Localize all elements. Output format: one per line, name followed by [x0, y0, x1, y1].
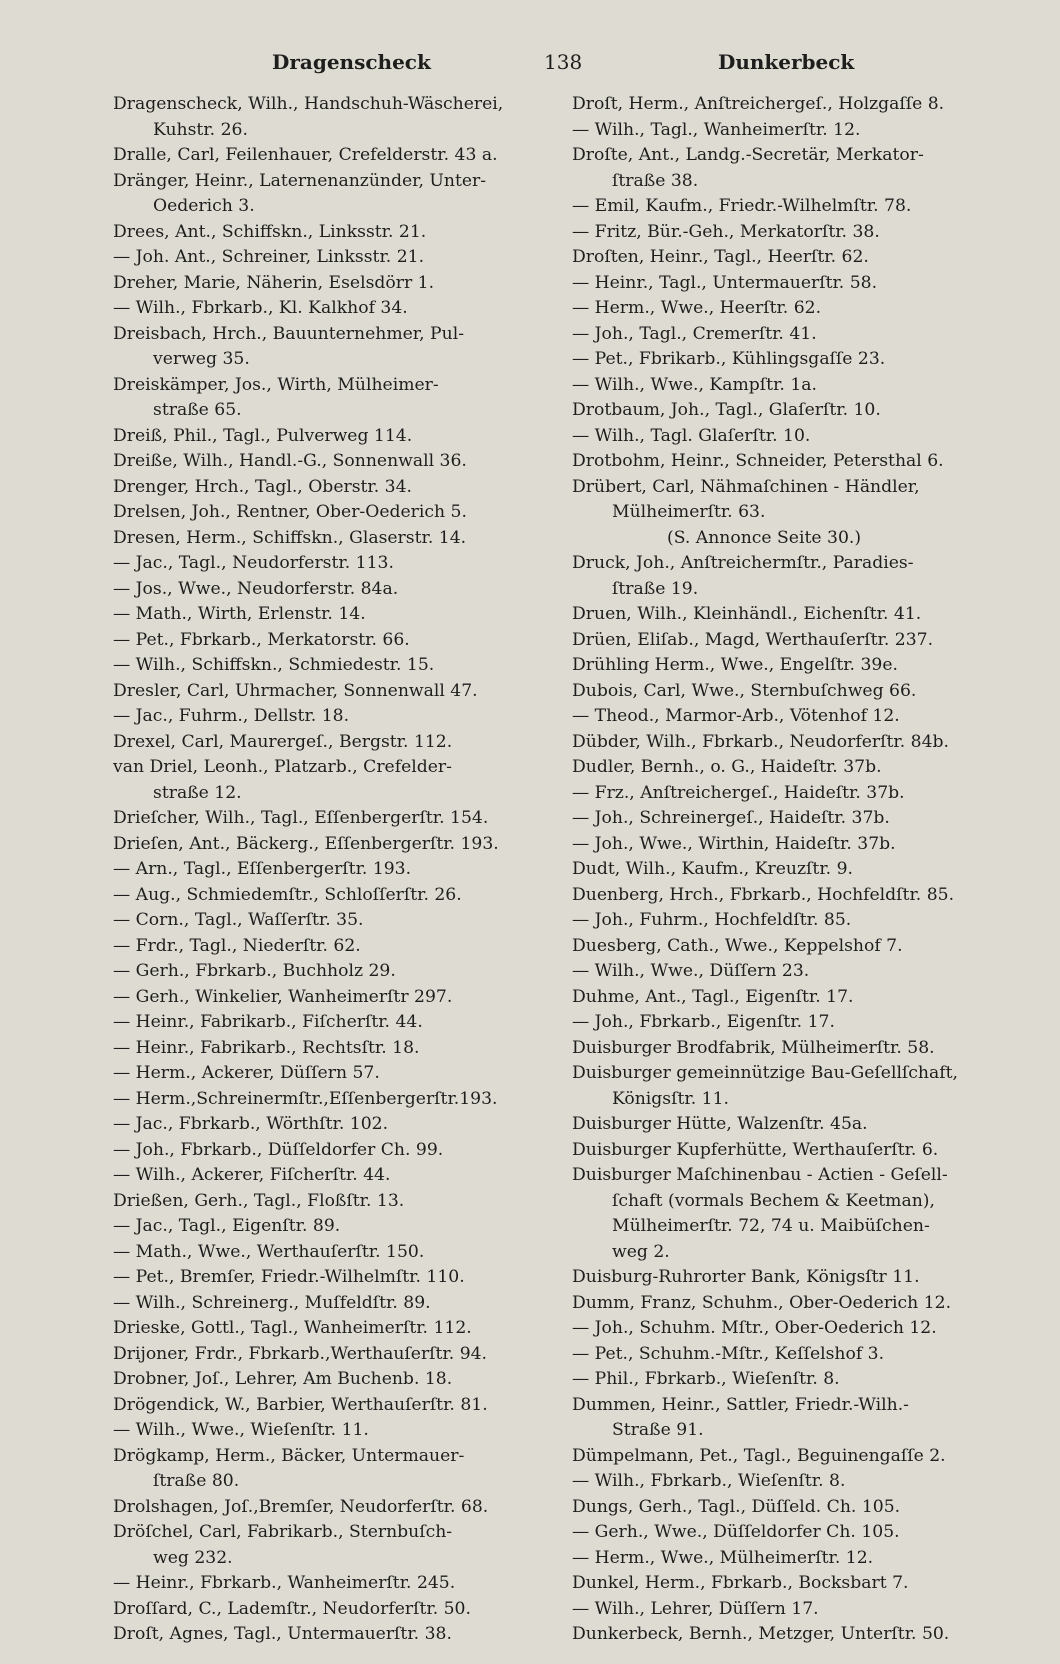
- entry-line: Dubois, Carl, Wwe., Sternbuſchweg 66.: [572, 680, 917, 701]
- header-left-keyword: Dragenscheck: [272, 50, 431, 74]
- entry-line: — Wilh., Wwe., Wieſenſtr. 11.: [113, 1420, 369, 1440]
- directory-entry: [113, 296, 548, 322]
- entry-line: — Wilh., Tagl. Glaſerſtr. 10.: [572, 425, 811, 446]
- entry-line: — Corn., Tagl., Waſſerſtr. 35.: [113, 910, 364, 930]
- directory-entry: [113, 1214, 548, 1240]
- entry-line: — Joh., Wwe., Wirthin, Haideſtr. 37b.: [572, 833, 896, 854]
- directory-entry: [113, 1087, 548, 1113]
- directory-entry: [113, 755, 548, 806]
- directory-entry: [572, 679, 1017, 705]
- entry-line: — Frdr., Tagl., Niederſtr. 62.: [113, 935, 361, 956]
- directory-entry: [113, 602, 548, 628]
- entry-continuation: Königsſtr. 11.: [612, 1088, 729, 1109]
- directory-entry: [572, 1393, 1017, 1444]
- entry-line: — Heinr., Fbrkarb., Wanheimerſtr. 245.: [113, 1573, 456, 1593]
- directory-entry: [113, 449, 548, 475]
- entry-line: — Emil, Kaufm., Friedr.-Wilhelmſtr. 78.: [572, 196, 912, 216]
- entry-line: Drotbaum, Joh., Tagl., Glaſerſtr. 10.: [572, 400, 881, 420]
- entry-line: (S. Annonce Seite 30.): [667, 527, 862, 548]
- directory-entry: [572, 194, 1017, 220]
- entry-line: Dreiße, Wilh., Handl.-G., Sonnenwall 36.: [113, 451, 467, 471]
- entry-line: — Gerh., Wwe., Düſſeldorfer Ch. 105.: [572, 1522, 900, 1542]
- entry-line: — Pet., Fbrikarb., Kühlingsgaſſe 23.: [572, 349, 886, 369]
- directory-entry: [572, 1367, 1017, 1393]
- entry-line: — Heinr., Fabrikarb., Fiſcherſtr. 44.: [113, 1012, 423, 1032]
- entry-line: Duisburger Brodfabrik, Mülheimerſtr. 58.: [572, 1037, 935, 1058]
- directory-entry: [113, 832, 548, 858]
- directory-entry: [572, 653, 1017, 679]
- directory-entry: [113, 322, 548, 373]
- entry-line: Dralle, Carl, Feilenhauer, Crefelderstr. 43 a.: [113, 145, 498, 165]
- entry-line: — Jac., Tagl., Eigenſtr. 89.: [113, 1216, 341, 1236]
- entry-continuation: weg 232.: [153, 1547, 233, 1568]
- entry-line: Droſte, Ant., Landg.-Secretär, Merkator-: [572, 145, 924, 165]
- directory-entry: [113, 1265, 548, 1291]
- page-number: 138: [544, 50, 583, 74]
- directory-entry: [113, 1342, 548, 1368]
- entry-line: — Joh., Tagl., Cremerſtr. 41.: [572, 323, 817, 344]
- entry-continuation: weg 2.: [612, 1241, 670, 1262]
- directory-entry: [113, 628, 548, 654]
- entry-line: — Pet., Bremſer, Friedr.-Wilhelmſtr. 110.: [113, 1267, 465, 1287]
- directory-entry: [113, 92, 548, 143]
- directory-entry: [572, 271, 1017, 297]
- directory-entry: [572, 1316, 1017, 1342]
- entry-line: Dragenscheck, Wilh., Handschuh-Wäscherei,: [113, 94, 504, 114]
- entry-line: — Jac., Tagl., Neudorferstr. 113.: [113, 553, 394, 573]
- directory-entry: [572, 934, 1017, 960]
- entry-line: — Wilh., Schreinerg., Muſfeldſtr. 89.: [113, 1292, 431, 1313]
- directory-entry: [113, 1571, 548, 1597]
- directory-entry: [572, 1546, 1017, 1572]
- entry-line: — Fritz, Bür.-Geh., Merkatorſtr. 38.: [572, 221, 880, 242]
- directory-entry: [572, 1495, 1017, 1521]
- entry-continuation: Kuhstr. 26.: [153, 119, 248, 140]
- directory-entry: [572, 1342, 1017, 1368]
- entry-line: — Phil., Fbrkarb., Wieſenſtr. 8.: [572, 1369, 840, 1389]
- entry-line: Drolshagen, Joſ.,Bremſer, Neudorferſtr. 68.: [113, 1496, 489, 1517]
- directory-entry: [113, 551, 548, 577]
- entry-line: — Wilh., Tagl., Wanheimerſtr. 12.: [572, 119, 861, 140]
- directory-entry: [113, 271, 548, 297]
- entry-line: Droſt, Agnes, Tagl., Untermauerſtr. 38.: [113, 1624, 452, 1644]
- entry-continuation: ſchaft (vormals Bechem & Keetman),: [612, 1190, 935, 1211]
- entry-continuation: ſtraße 80.: [153, 1471, 240, 1491]
- directory-entry: [572, 1520, 1017, 1546]
- directory-entry: [572, 1597, 1017, 1623]
- entry-line: Dreher, Marie, Näherin, Eselsdörr 1.: [113, 272, 435, 293]
- entry-line: Dumm, Franz, Schuhm., Ober-Oederich 12.: [572, 1292, 952, 1313]
- entry-line: Dudt, Wilh., Kaufm., Kreuzſtr. 9.: [572, 859, 853, 879]
- entry-line: Dümpelmann, Pet., Tagl., Beguinengaſſe 2.: [572, 1445, 946, 1466]
- directory-entry: [113, 704, 548, 730]
- directory-entry: [113, 577, 548, 603]
- directory-entry: [113, 1138, 548, 1164]
- directory-entry: [572, 322, 1017, 348]
- directory-entry: [113, 1112, 548, 1138]
- entry-line: Drotbohm, Heinr., Schneider, Petersthal 6.: [572, 451, 944, 471]
- entry-line: Druen, Wilh., Kleinhändl., Eichenſtr. 41.: [572, 604, 922, 624]
- entry-line: Dungs, Gerh., Tagl., Düſſeld. Ch. 105.: [572, 1496, 901, 1517]
- entry-line: — Joh., Fbrkarb., Düſſeldorfer Ch. 99.: [113, 1139, 444, 1160]
- entry-continuation: verweg 35.: [153, 349, 250, 369]
- entry-line: Droſten, Heinr., Tagl., Heerſtr. 62.: [572, 247, 869, 267]
- directory-entry: [572, 1571, 1017, 1597]
- right-column: [572, 92, 1017, 1648]
- entry-line: — Arn., Tagl., Eſſenbergerſtr. 193.: [113, 859, 412, 879]
- entry-line: Drögkamp, Herm., Bäcker, Untermauer-: [113, 1445, 465, 1466]
- directory-entry: [572, 602, 1017, 628]
- directory-entry: [572, 92, 1017, 118]
- directory-entry: [113, 1036, 548, 1062]
- directory-entry: [113, 985, 548, 1011]
- entry-line: — Frz., Anſtreichergeſ., Haideſtr. 37b.: [572, 782, 905, 803]
- directory-entry: [572, 475, 1017, 526]
- entry-line: — Herm., Ackerer, Düſſern 57.: [113, 1063, 380, 1083]
- entry-line: Drübert, Carl, Nähmaſchinen - Händler,: [572, 476, 920, 497]
- entry-line: Drenger, Hrch., Tagl., Oberstr. 34.: [113, 476, 413, 497]
- entry-line: Drögendick, W., Barbier, Werthauſerſtr. 81.: [113, 1394, 488, 1415]
- directory-entry: [572, 1163, 1017, 1265]
- entry-line: Drieſcher, Wilh., Tagl., Eſſenbergerſtr. 154.: [113, 808, 489, 828]
- entry-line: Dummen, Heinr., Sattler, Friedr.-Wilh.-: [572, 1394, 909, 1415]
- entry-line: Drexel, Carl, Maurergeſ., Bergstr. 112.: [113, 731, 453, 752]
- directory-entry: [572, 959, 1017, 985]
- directory-entry: [113, 143, 548, 169]
- entry-line: Dunkerbeck, Bernh., Metzger, Unterſtr. 50.: [572, 1624, 950, 1644]
- entry-line: — Math., Wwe., Werthauſerſtr. 150.: [113, 1241, 425, 1262]
- directory-entry: [572, 1010, 1017, 1036]
- directory-entry: [572, 857, 1017, 883]
- entry-line: Druck, Joh., Anſtreichermſtr., Paradies-: [572, 553, 914, 573]
- directory-entry: [572, 704, 1017, 730]
- directory-entry: [572, 806, 1017, 832]
- entry-line: — Jos., Wwe., Neudorferstr. 84a.: [113, 578, 399, 599]
- entry-line: — Pet., Schuhm.-Mſtr., Keſſelshof 3.: [572, 1343, 885, 1364]
- entry-continuation: Mülheimerſtr. 72, 74 u. Maibüſchen-: [612, 1216, 930, 1236]
- entry-line: van Driel, Leonh., Platzarb., Crefelder-: [113, 757, 452, 777]
- entry-line: Drühling Herm., Wwe., Engelſtr. 39e.: [572, 655, 898, 675]
- entry-line: — Joh., Fbrkarb., Eigenſtr. 17.: [572, 1012, 835, 1032]
- entry-line: Droſſard, C., Lademſtr., Neudorferſtr. 50.: [113, 1598, 471, 1619]
- directory-entry: [113, 424, 548, 450]
- entry-line: — Wilh., Lehrer, Düſſern 17.: [572, 1598, 819, 1619]
- entry-continuation: straße 12.: [153, 782, 242, 803]
- directory-entry: [572, 143, 1017, 194]
- directory-entry: [113, 1444, 548, 1495]
- entry-line: — Math., Wirth, Erlenstr. 14.: [113, 604, 366, 624]
- directory-entry: [113, 220, 548, 246]
- entry-line: Dresen, Herm., Schiffskn., Glaserstr. 14.: [113, 527, 467, 548]
- entry-line: — Wilh., Ackerer, Fiſcherſtr. 44.: [113, 1165, 391, 1185]
- directory-entry: [113, 857, 548, 883]
- directory-entry: [572, 755, 1017, 781]
- header-right-keyword: Dunkerbeck: [718, 50, 855, 74]
- directory-entry: [572, 398, 1017, 424]
- entry-line: — Joh. Ant., Schreiner, Linksstr. 21.: [113, 247, 425, 267]
- directory-entry: [572, 1112, 1017, 1138]
- left-column: [113, 92, 548, 1648]
- entry-line: Droſt, Herm., Anſtreichergeſ., Holzgaſſe 8.: [572, 94, 945, 114]
- directory-entry: [113, 730, 548, 756]
- entry-line: — Wilh., Fbrkarb., Kl. Kalkhof 34.: [113, 298, 408, 318]
- directory-entry: [572, 220, 1017, 246]
- directory-entry: [113, 1163, 548, 1189]
- directory-entry: [113, 526, 548, 552]
- directory-entry: [572, 1291, 1017, 1317]
- directory-entry: [113, 475, 548, 501]
- entry-continuation: Oederich 3.: [153, 196, 255, 216]
- entry-line: — Wilh., Wwe., Kampſtr. 1a.: [572, 374, 817, 395]
- directory-entry: [572, 832, 1017, 858]
- entry-line: — Herm., Wwe., Mülheimerſtr. 12.: [572, 1547, 874, 1568]
- entry-line: Dreisbach, Hrch., Bauunternehmer, Pul-: [113, 323, 464, 344]
- entry-line: Dresler, Carl, Uhrmacher, Sonnenwall 47.: [113, 680, 478, 701]
- entry-line: Duisburger Hütte, Walzenſtr. 45a.: [572, 1114, 868, 1134]
- entry-continuation: Straße 91.: [612, 1420, 704, 1440]
- directory-entry: [113, 908, 548, 934]
- directory-entry: [113, 500, 548, 526]
- directory-entry: [572, 1622, 1017, 1648]
- entry-line: — Joh., Schuhm. Mſtr., Ober-Oederich 12.: [572, 1318, 937, 1338]
- directory-entry: [572, 1444, 1017, 1470]
- directory-entry: [572, 373, 1017, 399]
- entry-line: — Gerh., Fbrkarb., Buchholz 29.: [113, 961, 396, 981]
- directory-entry: [113, 1316, 548, 1342]
- directory-entry: [572, 526, 1017, 552]
- entry-continuation: straße 65.: [153, 400, 242, 420]
- entry-line: — Wilh., Fbrkarb., Wieſenſtr. 8.: [572, 1471, 846, 1491]
- directory-entry: [572, 551, 1017, 602]
- entry-line: Drobner, Joſ., Lehrer, Am Buchenb. 18.: [113, 1369, 453, 1389]
- entry-line: Drelsen, Joh., Rentner, Ober-Oederich 5.: [113, 502, 467, 522]
- entry-line: Drießen, Gerh., Tagl., Floßſtr. 13.: [113, 1190, 405, 1211]
- directory-entry: [572, 347, 1017, 373]
- directory-entry: [113, 1010, 548, 1036]
- directory-entry: [113, 1393, 548, 1419]
- entry-continuation: ſtraße 19.: [612, 578, 699, 599]
- directory-entry: [113, 1622, 548, 1648]
- entry-line: Duhme, Ant., Tagl., Eigenſtr. 17.: [572, 986, 854, 1007]
- directory-entry: [572, 985, 1017, 1011]
- entry-line: — Heinr., Tagl., Untermauerſtr. 58.: [572, 272, 878, 293]
- directory-entry: [113, 1291, 548, 1317]
- entry-line: Drijoner, Frdr., Fbrkarb.,Werthauſerſtr. 94.: [113, 1343, 488, 1364]
- directory-entry: [572, 296, 1017, 322]
- directory-entry: [572, 449, 1017, 475]
- directory-entry: [113, 959, 548, 985]
- directory-entry: [113, 245, 548, 271]
- directory-entry: [113, 1597, 548, 1623]
- directory-entry: [572, 1265, 1017, 1291]
- directory-entry: [572, 1138, 1017, 1164]
- entry-line: Duenberg, Hrch., Fbrkarb., Hochfeldſtr. 85.: [572, 884, 955, 905]
- directory-entry: [113, 1189, 548, 1215]
- entry-line: Dunkel, Herm., Fbrkarb., Bocksbart 7.: [572, 1573, 909, 1593]
- entry-line: Duesberg, Cath., Wwe., Keppelshof 7.: [572, 935, 903, 956]
- directory-entry: [572, 1469, 1017, 1495]
- entry-line: — Joh., Schreinergeſ., Haideſtr. 37b.: [572, 808, 890, 828]
- directory-entry: [572, 730, 1017, 756]
- directory-entry: [572, 1061, 1017, 1112]
- entry-line: Drieſen, Ant., Bäckerg., Eſſenbergerſtr. 193.: [113, 833, 499, 854]
- entry-line: Dreiskämper, Jos., Wirth, Mülheimer-: [113, 374, 439, 395]
- entry-continuation: Mülheimerſtr. 63.: [612, 502, 766, 522]
- entry-line: Dränger, Heinr., Laternenanzünder, Unter-: [113, 170, 487, 191]
- directory-entry: [113, 1367, 548, 1393]
- directory-entry: [572, 1036, 1017, 1062]
- directory-entry: [113, 1520, 548, 1571]
- directory-entry: [113, 934, 548, 960]
- entry-line: Dübder, Wilh., Fbrkarb., Neudorferſtr. 84b.: [572, 731, 949, 752]
- entry-continuation: ſtraße 38.: [612, 170, 699, 191]
- entry-line: — Aug., Schmiedemſtr., Schloſſerſtr. 26.: [113, 884, 462, 905]
- directory-entry: [572, 883, 1017, 909]
- directory-entry: [113, 1240, 548, 1266]
- entry-line: Dröſchel, Carl, Fabrikarb., Sternbuſch-: [113, 1522, 453, 1542]
- entry-line: Dreiß, Phil., Tagl., Pulverweg 114.: [113, 425, 413, 446]
- entry-line: — Jac., Fbrkarb., Wörthſtr. 102.: [113, 1114, 389, 1134]
- directory-entry: [572, 118, 1017, 144]
- directory-entry: [572, 628, 1017, 654]
- entry-line: — Jac., Fuhrm., Dellstr. 18.: [113, 706, 350, 726]
- entry-line: Duisburger gemeinnützige Bau-Geſellſchaft,: [572, 1063, 958, 1083]
- entry-line: Drüen, Eliſab., Magd, Werthauſerſtr. 237.: [572, 629, 934, 650]
- directory-entry: [572, 424, 1017, 450]
- directory-entry: [572, 781, 1017, 807]
- entry-line: — Pet., Fbrkarb., Merkatorstr. 66.: [113, 629, 410, 650]
- directory-entry: [113, 1418, 548, 1444]
- entry-line: Duisburger Maſchinenbau - Actien - Geſell-: [572, 1165, 948, 1185]
- entry-line: — Herm.,Schreinermſtr.,Eſſenbergerſtr.193.: [113, 1088, 498, 1109]
- directory-entry: [113, 806, 548, 832]
- directory-entry: [113, 169, 548, 220]
- entry-line: Drees, Ant., Schiffskn., Linksstr. 21.: [113, 221, 427, 242]
- entry-line: Duisburg-Ruhrorter Bank, Königsſtr 11.: [572, 1267, 920, 1287]
- entry-line: — Joh., Fuhrm., Hochfeldſtr. 85.: [572, 910, 852, 930]
- page-header: [120, 50, 1010, 80]
- directory-entry: [113, 1495, 548, 1521]
- entry-line: Duisburger Kupferhütte, Werthauſerſtr. 6.: [572, 1139, 939, 1160]
- directory-entry: [113, 1061, 548, 1087]
- directory-entry: [113, 679, 548, 705]
- directory-entry: [113, 883, 548, 909]
- directory-entry: [113, 373, 548, 424]
- entry-line: — Gerh., Winkelier, Wanheimerſtr 297.: [113, 986, 453, 1007]
- entry-line: — Herm., Wwe., Heerſtr. 62.: [572, 298, 822, 318]
- entry-line: Dudler, Bernh., o. G., Haideſtr. 37b.: [572, 757, 882, 777]
- entry-line: Drieske, Gottl., Tagl., Wanheimerſtr. 112.: [113, 1318, 472, 1338]
- entry-line: — Wilh., Schiffskn., Schmiedestr. 15.: [113, 655, 435, 675]
- entry-line: — Theod., Marmor-Arb., Vötenhof 12.: [572, 706, 900, 726]
- directory-entry: [572, 908, 1017, 934]
- entry-line: — Heinr., Fabrikarb., Rechtsſtr. 18.: [113, 1037, 420, 1058]
- directory-entry: [572, 245, 1017, 271]
- directory-entry: [113, 653, 548, 679]
- entry-line: — Wilh., Wwe., Düſſern 23.: [572, 961, 810, 981]
